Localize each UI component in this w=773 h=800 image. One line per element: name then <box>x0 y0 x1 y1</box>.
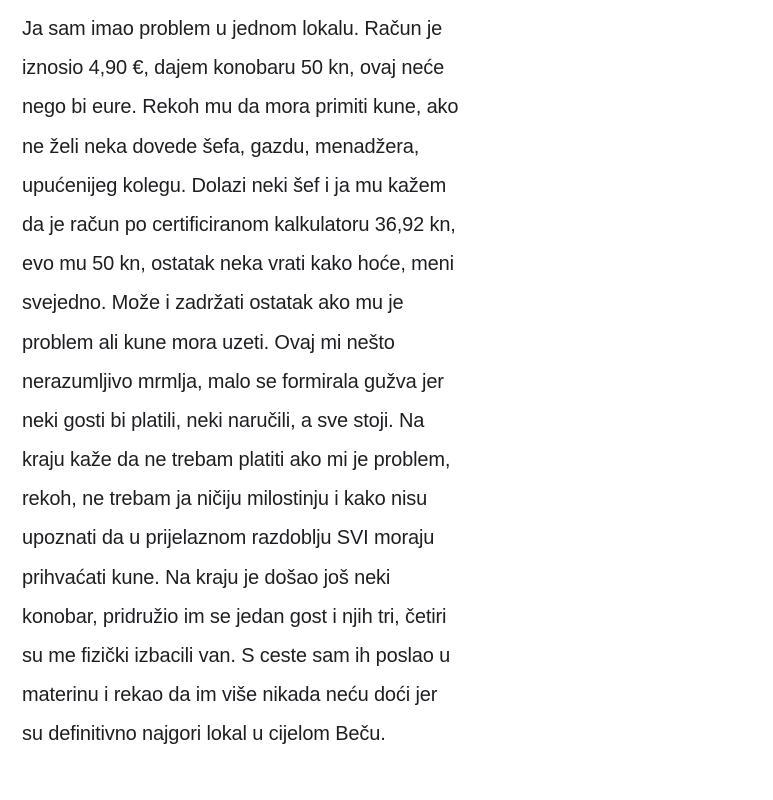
text-line: kraju kaže da ne trebam platiti ako mi je problem, <box>22 449 451 472</box>
text-line: upućenijeg kolegu. Dolazi neki šef i ja mu kažem <box>22 174 447 197</box>
text-line: su me fizički izbacili van. S ceste sam ih poslao u <box>22 645 451 667</box>
text-line: su definitivno najgori lokal u cijelom Beču. <box>22 723 386 746</box>
text-line: materinu i rekao da im više nikada neću doći jer <box>22 684 438 707</box>
text-line: prihvaćati kune. Na kraju je došao još neki <box>22 566 391 589</box>
text-line: nerazumljivo mrmlja, malo se formirala gužva jer <box>22 370 444 393</box>
text-line: konobar, pridružio im se jedan gost i njih tri, četiri <box>22 605 447 628</box>
text-line: da je račun po certificiranom kalkulatoru 36,92 kn, <box>22 213 456 236</box>
text-line: iznosio 4,90 €, dajem konobaru 50 kn, ovaj neće <box>22 57 445 80</box>
text-line: nego bi eure. Rekoh mu da mora primiti kune, ako <box>22 96 459 119</box>
text-line: svejedno. Može i zadržati ostatak ako mu je <box>22 292 404 315</box>
text-line: Ja sam imao problem u jednom lokalu. Račun je <box>22 18 443 40</box>
text-line: ne želi neka dovede šefa, gazdu, menadžera, <box>22 135 420 158</box>
text-line: rekoh, ne trebam ja ničiju milostinju i kako nisu <box>22 488 428 511</box>
text-line: evo mu 50 kn, ostatak neka vrati kako hoće, meni <box>22 253 454 276</box>
text-line: problem ali kune mora uzeti. Ovaj mi nešto <box>22 331 395 354</box>
text-line: neki gosti bi platili, neki naručili, a sve stoji. Na <box>22 409 425 432</box>
text-line: upoznati da u prijelaznom razdoblju SVI moraju <box>22 527 435 550</box>
